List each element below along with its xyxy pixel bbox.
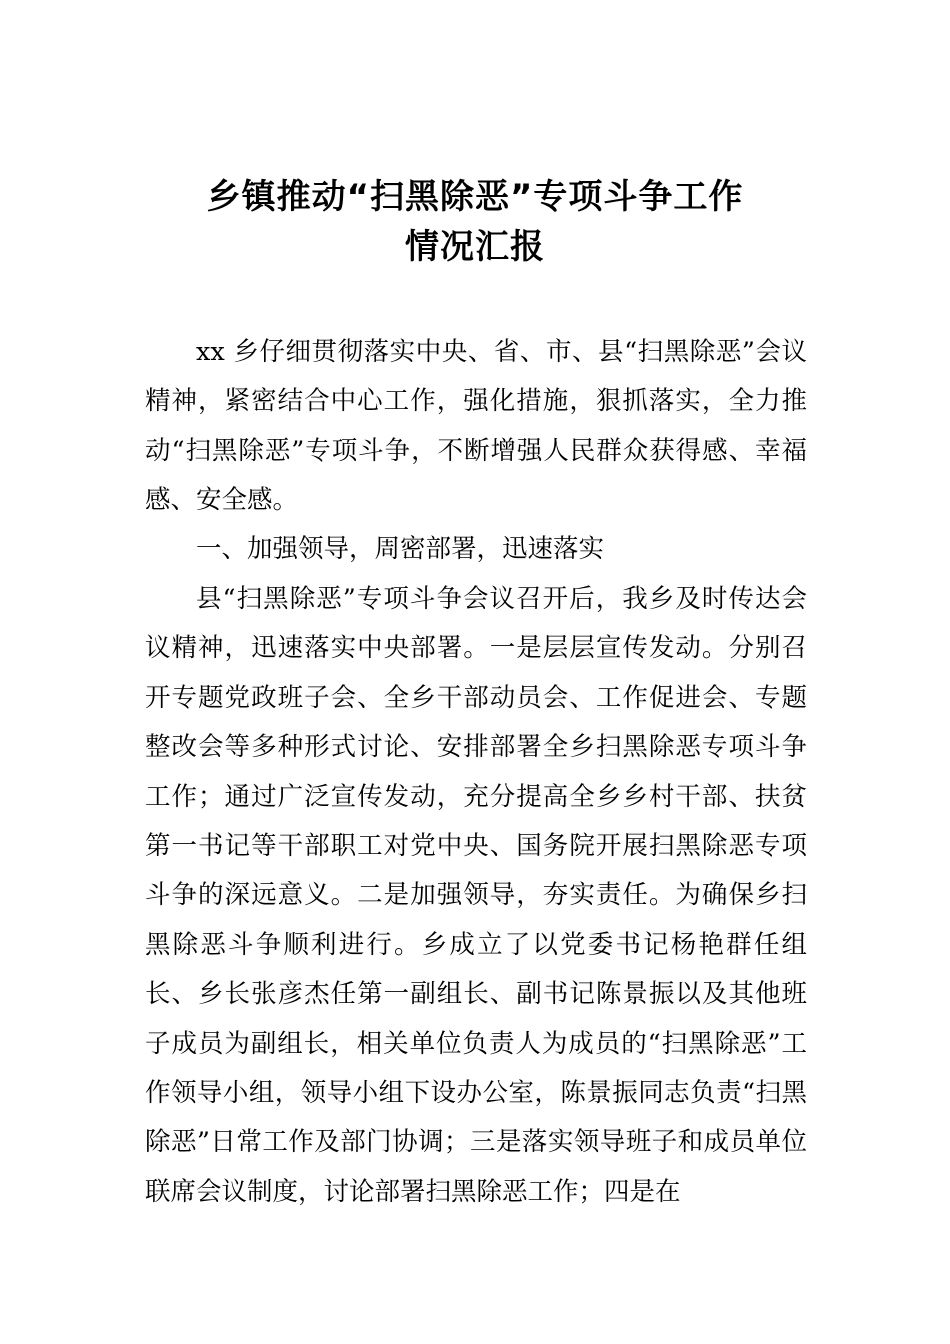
document-title-line-1: 乡镇推动“扫黑除恶”专项斗争工作 [206, 177, 744, 217]
body-paragraph-section-1 [145, 575, 807, 1217]
body-paragraph-intro [145, 328, 807, 526]
section-heading-1 [145, 525, 807, 574]
paragraph-text: xx 乡仔细贯彻落实中央、省、市、县“扫黑除恶”会议精神，紧密结合中心工作，强化措施，狠抓落实，全力推动“扫黑除恶”专项斗争，不断增强人民群众获得感、幸福感、安全感。 [145, 337, 807, 516]
paragraph-text: 县“扫黑除恶”专项斗争会议召开后，我乡及时传达会议精神，迅速落实中央部署。一是层层宣传发动。分别召开专题党政班子会、全乡干部动员会、工作促进会、专题整改会等多种形式讨论、安排部署全乡扫黑除恶专项斗争工作；通过广泛宣传发动，充分提高全乡乡村干部、扶贫第一书记等干部职工对党中央、国务院开展扫黑除恶专项斗争的深远意义。二是加强领导，夯实责任。为确保乡扫黑除恶斗争顺利进行。乡成立了以党委书记杨艳群任组长、乡长张彦杰任第一副组长、副书记陈景振以及其他班子成员为副组长，相关单位负责人为成员的“扫黑除恶”工作领导小组，领导小组下设办公室，陈景振同志负责“扫黑除恶”日常工作及部门协调；三是落实领导班子和成员单位联席会议制度，讨论部署扫黑除恶工作；四是在 [145, 584, 807, 1207]
section-heading-text: 一、加强领导，周密部署，迅速落实 [196, 534, 605, 564]
document-title-line-2: 情况汇报 [405, 227, 545, 267]
